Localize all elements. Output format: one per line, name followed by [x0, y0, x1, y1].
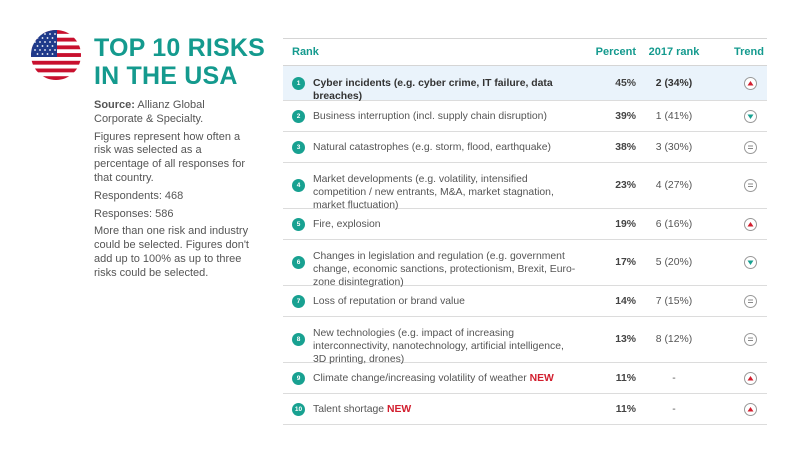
more-note: More than one risk and industry could be selected. Figures don't add up to 100% as up to three risks could be selected.	[94, 225, 249, 279]
rank-2017-value: 5 (20%)	[655, 257, 693, 268]
table-row	[283, 240, 767, 286]
risk-text: Fire, explosion	[313, 219, 381, 230]
risk-text: Climate change/increasing volatility of weather	[313, 373, 527, 384]
table-row	[283, 209, 767, 240]
trend-up-icon	[744, 403, 757, 416]
table-row	[283, 101, 767, 132]
new-badge: NEW	[529, 373, 554, 384]
title-line-1: TOP 10 RISKS	[94, 34, 265, 62]
rank-number-badge: 10	[292, 403, 305, 416]
table-header	[283, 38, 767, 66]
header-percent: Percent	[595, 46, 636, 58]
table-row	[283, 132, 767, 163]
header-trend: Trend	[734, 46, 764, 58]
rank-2017-value: 6 (16%)	[655, 219, 693, 230]
source-text: Allianz Global Corporate & Specialty.	[94, 99, 205, 125]
rank-number-badge: 3	[292, 141, 305, 154]
rank-number-badge: 9	[292, 372, 305, 385]
percent-value: 11%	[615, 404, 636, 415]
trend-same-icon	[744, 295, 757, 308]
rank-number-badge: 2	[292, 110, 305, 123]
rank-2017-value: 2 (34%)	[655, 78, 693, 89]
risk-label	[313, 173, 578, 212]
new-badge: NEW	[386, 404, 412, 415]
figures-note: Figures represent how often a risk was selected as a percentage of all responses for that country.	[94, 130, 246, 184]
table-row	[283, 363, 767, 394]
risks-table	[283, 38, 767, 425]
risk-text: Loss of reputation or brand value	[313, 296, 465, 307]
header-2017-rank: 2017 rank	[648, 46, 700, 58]
table-row	[283, 394, 767, 425]
percent-value: 14%	[615, 296, 636, 307]
risk-text: Talent shortage	[313, 404, 385, 415]
table-body	[283, 66, 767, 425]
table-row	[283, 286, 767, 317]
percent-value: 45%	[615, 78, 636, 89]
header-rank: Rank	[292, 46, 319, 58]
risk-text: Natural catastrophes (e.g. storm, flood, earthquake)	[313, 142, 551, 153]
trend-up-icon	[744, 372, 757, 385]
table-row	[283, 163, 767, 209]
trend-up-icon	[744, 218, 757, 231]
us-flag-icon	[31, 30, 81, 80]
trend-same-icon	[744, 141, 757, 154]
source-label: Source:	[94, 99, 135, 111]
percent-value: 19%	[615, 219, 636, 230]
rank-2017-value: -	[672, 373, 676, 384]
info-panel	[94, 99, 254, 285]
percent-value: 39%	[615, 111, 636, 122]
risk-label	[313, 250, 578, 289]
table-row	[283, 66, 767, 101]
rank-2017-value: 3 (30%)	[655, 142, 693, 153]
source-note	[94, 99, 254, 127]
risk-label	[313, 372, 578, 385]
risk-text: Changes in legislation and regulation (e.g. government change, economic sanctions, protectionism, Brexit, Euro-zone disintegration)	[313, 251, 576, 288]
rank-2017-value: 4 (27%)	[655, 180, 693, 191]
risk-label	[313, 218, 578, 231]
table-row	[283, 317, 767, 363]
risk-text: New technologies (e.g. impact of increasing interconnectivity, nanotechnology, artificial intelligence, 3D printing, drones)	[313, 328, 564, 365]
risk-label	[313, 327, 578, 366]
percent-value: 11%	[615, 373, 636, 384]
trend-same-icon	[744, 179, 757, 192]
rank-number-badge: 5	[292, 218, 305, 231]
respondents-count: Respondents: 468	[94, 189, 184, 202]
risk-label	[313, 295, 578, 308]
rank-2017-value: 1 (41%)	[655, 111, 693, 122]
trend-up-icon	[744, 77, 757, 90]
percent-value: 38%	[615, 142, 636, 153]
risk-label	[313, 110, 578, 123]
trend-down-icon	[744, 256, 757, 269]
title-line-2: IN THE USA	[94, 62, 238, 90]
percent-value: 23%	[615, 180, 636, 191]
rank-2017-value: 8 (12%)	[655, 334, 693, 345]
percent-value: 17%	[615, 257, 636, 268]
responses-count: Responses: 586	[94, 207, 174, 220]
rank-number-badge: 1	[292, 77, 305, 90]
percent-value: 13%	[615, 334, 636, 345]
risk-label	[313, 403, 578, 416]
risk-text: Market developments (e.g. volatility, intensified competition / new entrants, M&A, market stagnation, market fluctuation)	[313, 174, 554, 211]
risk-text: Cyber incidents (e.g. cyber crime, IT failure, data breaches)	[313, 78, 553, 102]
trend-down-icon	[744, 110, 757, 123]
rank-number-badge: 8	[292, 333, 305, 346]
page-title	[94, 34, 265, 90]
risk-label	[313, 141, 578, 154]
rank-number-badge: 4	[292, 179, 305, 192]
risk-text: Business interruption (incl. supply chain disruption)	[313, 111, 547, 122]
rank-number-badge: 7	[292, 295, 305, 308]
rank-2017-value: 7 (15%)	[655, 296, 693, 307]
rank-2017-value: -	[672, 404, 676, 415]
rank-number-badge: 6	[292, 256, 305, 269]
risk-label	[313, 77, 578, 103]
trend-same-icon	[744, 333, 757, 346]
